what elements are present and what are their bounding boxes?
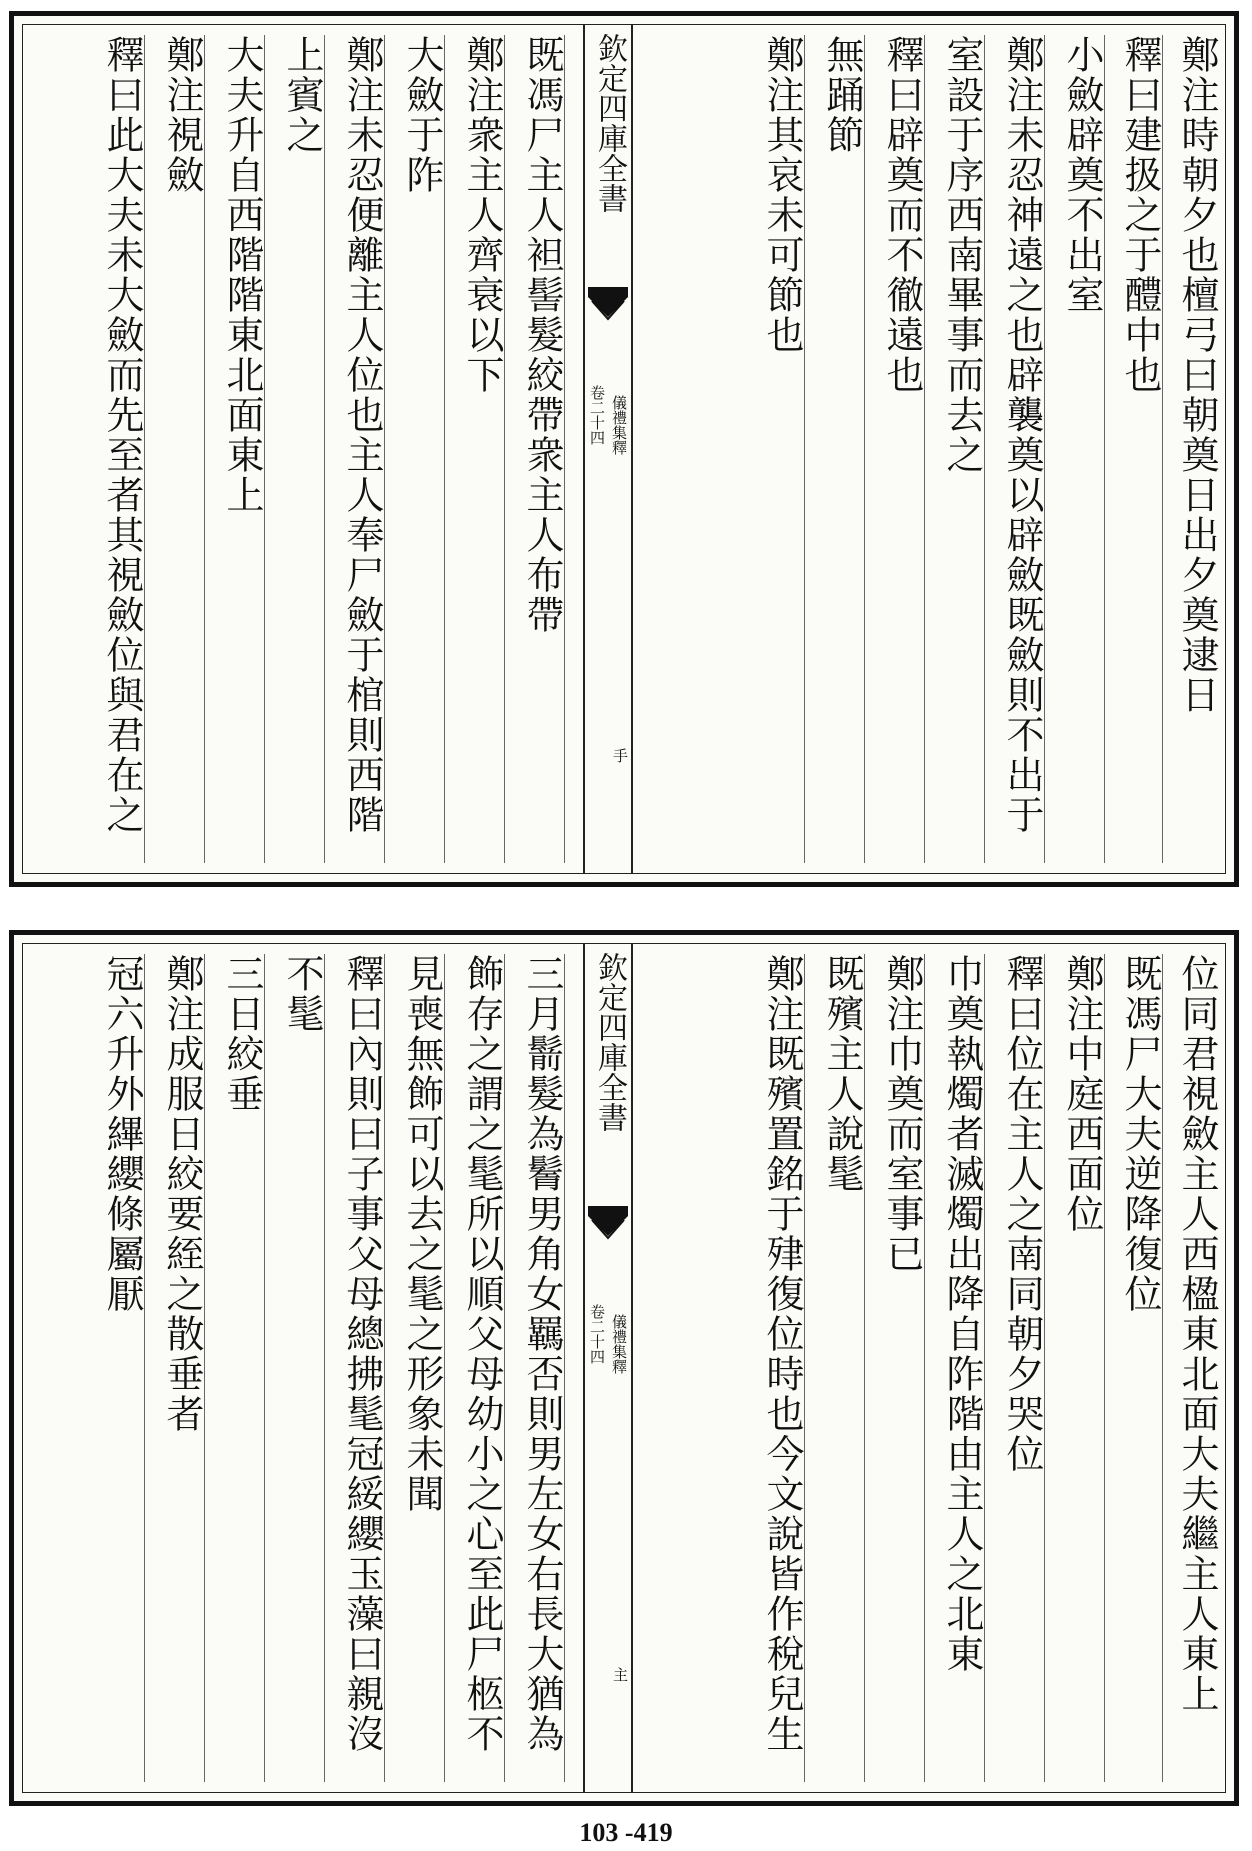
fold-book-title: 儀禮集釋 bbox=[610, 1314, 628, 1374]
fold-title: 欽定四庫全書 bbox=[592, 952, 627, 1132]
text-column: 鄭注既殯置銘于肂復位時也今文說皆作稅兒生 bbox=[760, 954, 805, 1782]
text-column: 鄭注時朝夕也檀弓曰朝奠日出夕奠逮日 bbox=[1175, 35, 1219, 715]
text-column: 大斂于阼 bbox=[400, 35, 445, 863]
fold-page-number: 手 bbox=[611, 748, 629, 763]
fold-column bbox=[583, 25, 633, 873]
text-column: 鄭注衆主人齊衰以下 bbox=[460, 35, 505, 863]
text-column: 既殯主人說髦 bbox=[820, 954, 865, 1782]
text-column: 釋曰內則曰子事父母總拂髦冠綏纓玉藻曰親沒 bbox=[340, 954, 385, 1782]
text-column: 釋曰辟奠而不徹遠也 bbox=[880, 35, 925, 863]
text-column: 既馮尸主人袒髻髮絞帶衆主人布帶 bbox=[520, 35, 565, 863]
text-column: 冠六升外縪纓條屬厭 bbox=[100, 954, 145, 1782]
text-column: 室設于序西南畢事而去之 bbox=[940, 35, 985, 863]
fishtail-mark-icon bbox=[588, 287, 628, 327]
text-column: 釋曰位在主人之南同朝夕哭位 bbox=[1000, 954, 1045, 1782]
text-column: 不髦 bbox=[280, 954, 325, 1782]
text-column: 上賓之 bbox=[280, 35, 325, 863]
text-column: 鄭注成服日絞要絰之散垂者 bbox=[160, 954, 205, 1782]
fishtail-mark-icon bbox=[588, 1206, 628, 1246]
text-column: 鄭注中庭西面位 bbox=[1060, 954, 1105, 1782]
text-column: 大夫升自西階階東北面東上 bbox=[220, 35, 265, 863]
text-column: 三月鬋髮為鬌男角女羈否則男左女右長大猶為 bbox=[520, 954, 565, 1782]
text-column: 鄭注其哀未可節也 bbox=[760, 35, 805, 863]
page-number-footer: 103 -419 bbox=[579, 1818, 673, 1847]
text-column: 位同君視斂主人西楹東北面大夫繼主人東上 bbox=[1175, 954, 1219, 1714]
text-column: 見喪無飾可以去之髦之形象未聞 bbox=[400, 954, 445, 1782]
text-column: 鄭注巾奠而室事已 bbox=[880, 954, 925, 1782]
fold-column bbox=[583, 944, 633, 1792]
text-column: 三日絞垂 bbox=[220, 954, 265, 1782]
fold-title: 欽定四庫全書 bbox=[592, 33, 627, 213]
text-column: 既馮尸大夫逆降復位 bbox=[1118, 954, 1163, 1782]
text-column: 無踊節 bbox=[820, 35, 865, 863]
top-page-frame bbox=[22, 24, 1226, 874]
fold-book-title: 儀禮集釋 bbox=[610, 395, 628, 455]
bottom-page bbox=[9, 930, 1239, 1806]
text-column: 釋曰此大夫未大斂而先至者其視斂位與君在之 bbox=[100, 35, 145, 863]
fold-volume: 卷二十四 bbox=[588, 385, 606, 445]
text-column: 巾奠執燭者滅燭出降自阼階由主人之北東 bbox=[940, 954, 985, 1782]
text-column: 鄭注未忍神遠之也辟襲奠以辟斂既斂則不出于 bbox=[1000, 35, 1045, 863]
text-column: 鄭注未忍便離主人位也主人奉尸斂于棺則西階 bbox=[340, 35, 385, 863]
text-column: 釋曰建扱之于醴中也 bbox=[1118, 35, 1163, 863]
bottom-page-frame bbox=[22, 943, 1226, 1793]
top-page bbox=[9, 11, 1239, 887]
text-column: 小斂辟奠不出室 bbox=[1060, 35, 1105, 863]
fold-volume: 卷二十四 bbox=[588, 1304, 606, 1364]
text-column: 飾存之謂之髦所以順父母幼小之心至此尸柩不 bbox=[460, 954, 505, 1782]
text-column: 鄭注視斂 bbox=[160, 35, 205, 863]
fold-page-number: 主 bbox=[611, 1667, 629, 1682]
